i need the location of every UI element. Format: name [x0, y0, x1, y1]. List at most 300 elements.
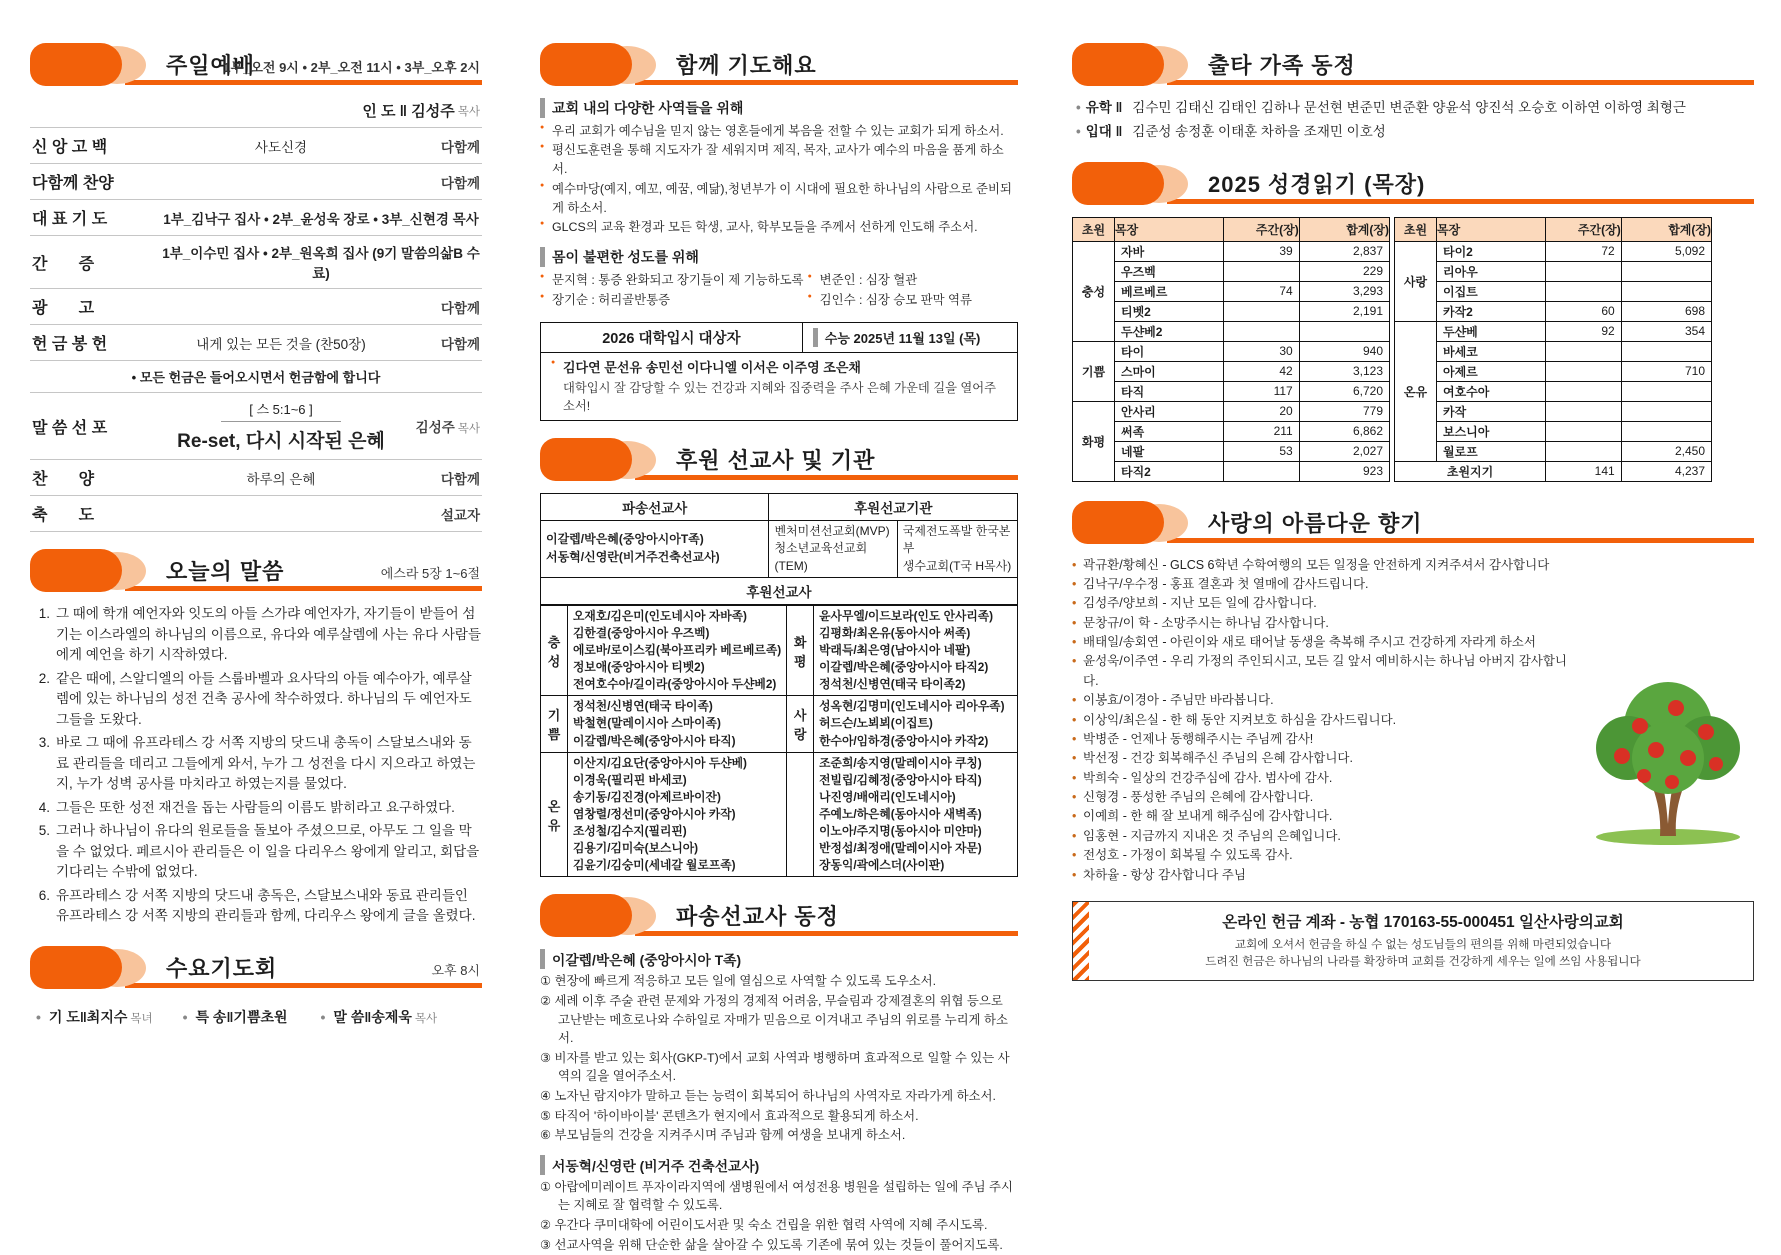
- table-row: [1395, 401, 1712, 421]
- exam-student-names: ● 김다연 문선유 송민선 이다니엘 이서은 이주영 조은채: [551, 357, 1007, 376]
- cell: 카작: [1436, 401, 1545, 421]
- row-center: 1부_김낙구 집사 • 2부_윤성욱 장로 • 3부_신현경 목사: [163, 211, 479, 227]
- cell: 자바: [1114, 241, 1223, 261]
- col-header: 주간(장): [1224, 217, 1300, 241]
- missionary-name: 서동혁/신영란(비거주건축선교사): [546, 549, 720, 564]
- group-label: [787, 752, 814, 877]
- wednesday-item-text: 기 도‖최지수: [48, 1008, 128, 1025]
- prayer-bullet: ● GLCS의 교육 환경과 모든 학생, 교사, 학부모들을 주께서 선하게 인도해 주소서.: [540, 218, 1018, 237]
- org-name: 벤처미션선교회(MVP): [774, 523, 890, 538]
- row-right: 다함께: [440, 300, 480, 316]
- cell: [1621, 421, 1711, 441]
- missionary-name: 한수아/임하경(중앙아시아 카작2): [819, 733, 989, 748]
- group-name-list: [568, 696, 787, 752]
- cell: 92: [1546, 321, 1622, 341]
- verse-text: 같은 때에, 스알디엘의 아들 스룹바벨과 요사닥의 아들 예수아가, 예루살렘에 있는 하나님의 성전 건축 공사에 착수하였다. 하나님의 두 예언자도 그들을 도왔다.: [56, 670, 472, 727]
- row-right: 다함께: [440, 471, 480, 487]
- exam-box-top: [541, 323, 1017, 353]
- row-right: 다함께: [440, 336, 480, 352]
- online-offering-box: [1072, 901, 1754, 981]
- cell: 117: [1224, 381, 1300, 401]
- org-cell-2: [897, 520, 1017, 577]
- exam-box-title: 2026 대학입시 대상자: [541, 323, 803, 352]
- missionary-name: 정석천/신병연(태국 타이족2): [819, 677, 966, 692]
- table-row: [1395, 281, 1712, 301]
- thanks-item: • 이예희 - 한 해 잘 보내게 해주심에 감사합니다.: [1072, 807, 1577, 826]
- cell: 211: [1224, 421, 1300, 441]
- account-number-line: 온라인 헌금 계좌 - 농협 170163-55-000451 일산사랑의교회: [1222, 913, 1624, 931]
- missionary-name: 박래득/최은영(남아시아 네팔): [819, 643, 971, 658]
- missionary-name: 정석천/신병연(태국 타이족): [573, 699, 713, 714]
- missionary-name: 정보애(중앙아시아 티벳2): [573, 660, 705, 675]
- thanks-item: • 차하율 - 항상 감사합니다 주님: [1072, 866, 1577, 885]
- middle-column: [540, 42, 1018, 1255]
- news-item: ⑤ 타직어 '하이바이블' 콘텐츠가 현지에서 효과적으로 활용되게 하소서.: [540, 1108, 919, 1123]
- table-row: [1073, 441, 1390, 461]
- col-header: 합계(장): [1299, 217, 1389, 241]
- lead-text: 인 도 ‖ 김성주: [362, 103, 455, 120]
- header-pill-icon: [1072, 162, 1164, 205]
- cell: 이집트: [1436, 281, 1545, 301]
- missionary-name: 김한결(중앙아시아 우즈벡): [573, 626, 710, 641]
- news-item-list-2: [540, 1178, 1018, 1254]
- exam-date-text: 수능 2025년 11월 13일 (목): [813, 328, 981, 347]
- verse-number: 1.: [38, 606, 50, 621]
- exam-prayer-text: 대학입시 잘 감당할 수 있는 건강과 지혜와 집중력을 주사 은혜 가운데 길을 열어주소서!: [563, 380, 996, 413]
- thanks-item: • 박선정 - 건강 회복해주신 주님의 은혜 감사합니다.: [1072, 749, 1577, 768]
- pray-section-title: 함께 기도해요: [676, 53, 817, 78]
- missionary-name: 이경욱(필리핀 바세코): [573, 772, 687, 787]
- group-cell: 화평: [1073, 401, 1115, 481]
- news-item: ③ 선교사역을 위해 단순한 삶을 살아갈 수 있도록 기존에 묶여 있는 것들이 풀어지도록.: [540, 1237, 1003, 1252]
- table-row: [1073, 341, 1390, 361]
- row-label: 간 증: [32, 255, 95, 273]
- row-center: 하루의 은혜: [246, 471, 316, 487]
- row-label: 신 앙 고 백: [32, 139, 108, 156]
- section-header-pray: [540, 42, 1018, 88]
- cell: 타직2: [1114, 461, 1223, 481]
- cell: 타이: [1114, 341, 1223, 361]
- exam-box: [540, 322, 1018, 421]
- section-header-worship: [30, 42, 482, 88]
- thanks-item: • 이상익/최은실 - 한 해 동안 지켜보호 하심을 감사드립니다.: [1072, 711, 1577, 730]
- row-right: 다함께: [440, 175, 480, 191]
- verse-item: [30, 733, 482, 795]
- missionary-name: 김윤기/김숭미(세네갈 월로프족): [573, 858, 736, 873]
- table-row: [1073, 381, 1390, 401]
- wednesday-item-role: 목사: [414, 1012, 438, 1025]
- row-right: 설교자: [440, 507, 480, 523]
- cell: 698: [1621, 301, 1711, 321]
- group-cell: 기쁨: [1073, 341, 1115, 401]
- section-header-thanks: [1072, 500, 1754, 546]
- cell: 923: [1299, 461, 1389, 481]
- worship-row-confession: [30, 127, 482, 163]
- cell: 여호수아: [1436, 381, 1545, 401]
- right-column: [1072, 42, 1754, 981]
- header-pill-icon: [1072, 501, 1164, 544]
- verse-number: 6.: [38, 887, 50, 903]
- group-cell: 온유: [1395, 321, 1437, 461]
- cell: [1621, 341, 1711, 361]
- cell: 3,293: [1299, 281, 1389, 301]
- cell: 스마이: [1114, 361, 1223, 381]
- support-groups-table: [540, 605, 1018, 877]
- group-label: 기쁨: [541, 696, 568, 752]
- org-name: 청소년교육선교회(TEM): [774, 541, 868, 573]
- cell: 아제르: [1436, 361, 1545, 381]
- news-item: ① 아랍에미레이트 푸자이라지역에 샘병원에서 여성전용 병원을 설립하는 일에 주님 주시는 지혜로 잘 협력할 수 있도록.: [540, 1179, 1013, 1213]
- word-section-title: 오늘의 말씀: [166, 559, 285, 584]
- group-label: 화평: [787, 605, 814, 695]
- worship-section-title: 주일예배: [166, 53, 256, 78]
- thanks-item: • 임홍현 - 지금까지 지내온 것 주님의 은혜입니다.: [1072, 827, 1577, 846]
- header-underline: [1167, 538, 1754, 543]
- wednesday-section-title: 수요기도회: [166, 955, 278, 981]
- sick-right-list: [808, 271, 972, 309]
- cell: 2,837: [1299, 241, 1389, 261]
- news-section-title: 파송선교사 동정: [676, 904, 839, 930]
- verse-list: [30, 604, 482, 927]
- verse-item: [30, 821, 482, 883]
- cell: 30: [1224, 341, 1300, 361]
- cell: 타직: [1114, 381, 1223, 401]
- news-missionary-2: 서동혁/신영란 (비거주 건축선교사): [540, 1155, 1018, 1175]
- missionary-name: 김평화/최온유(동아시아 써족): [819, 626, 971, 641]
- header-underline: [125, 80, 482, 85]
- missionary-name: 염창렬/정선미(중앙아시아 카작): [573, 806, 736, 821]
- cell: 타이2: [1436, 241, 1545, 261]
- away-study-line: [1072, 98, 1754, 118]
- away-study-names: 김수민 김태신 김태인 김하나 문선현 변준민 변준환 양윤석 양진석 오승호 이하연 이하영 최형근: [1132, 100, 1686, 115]
- missionary-name: 전여호수아/길이라(중앙아시아 두샨베2): [573, 677, 777, 692]
- cell: [1224, 461, 1300, 481]
- cell: 두샨베: [1436, 321, 1545, 341]
- news-item: ③ 비자를 받고 있는 회사(GKP-T)에서 교회 사역과 병행하며 효과적으로 일할 수 있는 사역의 길을 열어주소서.: [540, 1050, 1010, 1084]
- cell: 리아우: [1436, 261, 1545, 281]
- news-item: ④ 노자닌 람지야가 말하고 듣는 능력이 회복되어 하나님의 사역자로 자라가게 하소서.: [540, 1088, 996, 1103]
- table-row: [1395, 321, 1712, 341]
- verse-number: 3.: [38, 735, 50, 751]
- wednesday-item-role: 목녀: [130, 1012, 153, 1025]
- cell: 141: [1546, 461, 1622, 481]
- cell: 779: [1299, 401, 1389, 421]
- cell: 60: [1546, 301, 1622, 321]
- wednesday-items: [30, 1007, 482, 1027]
- thanks-section-title: 사랑의 아름다운 향기: [1208, 510, 1423, 536]
- reading-section-title: 2025 성경읽기 (목장): [1208, 171, 1426, 197]
- prayer-bullet: ● 문지혁 : 통증 완화되고 장기들이 제 기능하도록: [540, 271, 808, 290]
- thanks-item: • 김낙구/우수정 - 홍표 결혼과 첫 열매에 감사드립니다.: [1072, 575, 1577, 594]
- sick-two-columns: [540, 271, 1018, 309]
- table-row: [1073, 261, 1390, 281]
- pray-subhead-ministries: 교회 내의 다양한 사역들을 위해: [540, 98, 1018, 118]
- cell: [1546, 381, 1622, 401]
- header-underline: [635, 80, 1018, 85]
- worship-row-lead: [30, 98, 482, 127]
- row-label: 축 도: [32, 507, 95, 524]
- worship-row-hymn: [30, 459, 482, 495]
- missionary-name: 박철현(말레이시아 스마이족): [573, 716, 721, 731]
- header-pill-icon: [30, 946, 122, 989]
- cell: [1299, 321, 1389, 341]
- worship-row-offering: [30, 324, 482, 360]
- cell: 229: [1299, 261, 1389, 281]
- cell: 베르베르: [1114, 281, 1223, 301]
- row-label: 다함께 찬양: [32, 175, 114, 192]
- supported-missionary-header: 후원선교사: [541, 577, 1018, 604]
- table-row: [1395, 261, 1712, 281]
- table-header-row: [1073, 217, 1390, 241]
- support-org-header: 후원선교기관: [769, 493, 1018, 520]
- wednesday-item-text: 말 씀‖송제욱: [333, 1008, 412, 1025]
- header-pill-icon: [540, 438, 632, 481]
- table-header-row: [1395, 217, 1712, 241]
- verse-number: 4.: [38, 799, 50, 815]
- thanks-item: • 문창규/이 학 - 소망주시는 하나님 감사합니다.: [1072, 614, 1577, 633]
- reading-table-right: [1394, 217, 1712, 482]
- header-underline: [635, 475, 1018, 480]
- section-header-word: [30, 548, 482, 594]
- account-note-1: 교회에 오셔서 헌금을 하실 수 없는 성도님들의 편의를 위해 마련되었습니다: [1234, 937, 1612, 951]
- missionary-name: 장동익/곽에스더(사이판): [819, 858, 945, 873]
- cell: 티벳2: [1114, 301, 1223, 321]
- sermon-center: [162, 399, 400, 453]
- cell: 4,237: [1621, 461, 1711, 481]
- news-item: ① 현장에 빠르게 적응하고 모든 일에 열심으로 사역할 수 있도록 도우소서.: [540, 974, 937, 989]
- worship-row-sermon: [30, 392, 482, 459]
- cell: [1546, 401, 1622, 421]
- header-pill-icon: [540, 894, 632, 937]
- table-row: [1395, 341, 1712, 361]
- row-center: 사도신경: [254, 139, 308, 155]
- cell: 안사리: [1114, 401, 1223, 421]
- missionary-name: 이갈렙/박은혜(중앙아시아 타직): [573, 733, 736, 748]
- news-missionary-1: 이갈렙/박은혜 (중앙아시아 T족): [540, 949, 1018, 969]
- thanks-item: • 신형경 - 풍성한 주님의 은혜에 감사합니다.: [1072, 788, 1577, 807]
- thanks-section: [1072, 556, 1754, 885]
- table-row: [1073, 401, 1390, 421]
- wednesday-item: [183, 1007, 291, 1027]
- left-column: [30, 42, 482, 1027]
- section-header-away: [1072, 42, 1754, 88]
- table-row: [1073, 321, 1390, 341]
- sermon-title: Re-set, 다시 시작된 은혜: [177, 431, 385, 452]
- reading-table-left: [1072, 217, 1390, 482]
- cell: [1546, 341, 1622, 361]
- row-label: 광 고: [32, 300, 95, 317]
- away-section-title: 출타 가족 동정: [1208, 53, 1356, 78]
- wednesday-time: 오후 8시: [431, 962, 480, 978]
- section-header-news: [540, 893, 1018, 939]
- group-name-list: [814, 696, 1018, 752]
- group-label: 충성: [541, 605, 568, 695]
- cell: 710: [1621, 361, 1711, 381]
- row-center: 내게 있는 모든 것을 (찬50장): [196, 336, 366, 352]
- thanks-item: • 이봉효/이경아 - 주님만 바라봅니다.: [1072, 691, 1577, 710]
- verse-item: [30, 604, 482, 666]
- worship-row-testimony: [30, 235, 482, 288]
- cell: 2,191: [1299, 301, 1389, 321]
- preacher-role: 목사: [457, 423, 480, 435]
- header-underline: [1167, 80, 1754, 85]
- cell: [1546, 421, 1622, 441]
- table-row: [1395, 381, 1712, 401]
- cell: 5,092: [1621, 241, 1711, 261]
- header-underline: [125, 586, 482, 591]
- verse-text: 그 때에 학개 예언자와 잇도의 아들 스가랴 예언자가, 자기들이 받들어 섬기는 이스라엘의 하나님의 이름으로, 유다와 예루살렘에 사는 유다 사람들에게 예언을 하기 시작하였다.: [56, 606, 481, 663]
- row-center: 1부_이수민 집사 • 2부_원옥희 집사 (9기 말씀의삶B 수료): [162, 246, 480, 281]
- verse-number: 2.: [38, 670, 50, 686]
- verse-text: 유프라테스 강 서쪽 지방의 닷드내 총독은, 스달보스내와 동료 관리들인 유프라테스 강 서쪽 지방의 관리들과 함께, 다리우스 왕에게 글을 올렸다.: [56, 887, 476, 924]
- thanks-item: • 박희숙 - 일상의 건강주심에 감사. 범사에 감사.: [1072, 769, 1577, 788]
- sick-left-list: [540, 271, 808, 309]
- table-row: [1073, 241, 1390, 261]
- verse-item: [30, 798, 482, 819]
- table-row-total: [1395, 461, 1712, 481]
- cell: 카작2: [1436, 301, 1545, 321]
- thanks-item: • 전성호 - 가정이 회복될 수 있도록 감사.: [1072, 846, 1577, 865]
- org-cell-1: [769, 520, 897, 577]
- cell: 20: [1224, 401, 1300, 421]
- cell: 53: [1224, 441, 1300, 461]
- cell: 72: [1546, 241, 1622, 261]
- sent-missionary-header: 파송선교사: [541, 493, 769, 520]
- cell: [1546, 361, 1622, 381]
- sermon-preacher: [400, 416, 480, 436]
- reading-tables: [1072, 217, 1754, 482]
- cell: 3,123: [1299, 361, 1389, 381]
- table-row: [1395, 441, 1712, 461]
- table-row: [1073, 361, 1390, 381]
- missionary-name: 이갈렙/박은혜(중앙아시아 타직2): [819, 660, 989, 675]
- verse-item: [30, 886, 482, 927]
- thanks-item: • 김성주/양보희 - 지난 모든 일에 감사합니다.: [1072, 594, 1577, 613]
- wednesday-item: [321, 1007, 438, 1027]
- account-note-2: 드려진 헌금은 하나님의 나라를 확장하며 교회를 건강하게 세우는 일에 쓰임 사용됩니다: [1205, 955, 1641, 969]
- verse-text: 그러나 하나님이 유다의 원로들을 돌보아 주셨으므로, 아무도 그 일을 막을 수 없었다. 페르시아 관리들은 이 일을 다리우스 왕에게 알리고, 회답을 기다리는 수밖에 없었다.: [56, 823, 480, 880]
- pray-subhead-sick: 몸이 불편한 성도를 위해: [540, 247, 1018, 267]
- apple-tree-illustration: [1584, 674, 1752, 846]
- cell: 940: [1299, 341, 1389, 361]
- missionary-name: 이갈렙/박은혜(중앙아시아T족): [546, 532, 704, 547]
- news-item: ② 세례 이후 주술 관련 문제와 가정의 경제적 어려움, 무슬림과 강제결혼의 위협 등으로 고난받는 메흐로나와 수하일로 자매가 믿음으로 이겨내고 주님의 위로를 누리게 하소서.: [540, 993, 1008, 1046]
- col-header: 초원: [1073, 217, 1115, 241]
- wednesday-item-text: 특 송‖기쁨초원: [195, 1008, 288, 1025]
- table-row: [1073, 421, 1390, 441]
- missionary-name: 이노아/주지명(동아시아 미얀마): [819, 824, 982, 839]
- cell: 두샨베2: [1114, 321, 1223, 341]
- away-study-label: • 유학 ‖: [1076, 98, 1122, 118]
- table-row: [1073, 281, 1390, 301]
- cell: 74: [1224, 281, 1300, 301]
- missionary-name: 이산지/김요단(중앙아시아 두샨베): [573, 755, 747, 770]
- group-name-list: [814, 752, 1018, 877]
- missionary-name: 조성철/김수지(필리핀): [573, 824, 687, 839]
- news-item: ② 우간다 쿠미대학에 어린이도서관 및 숙소 건립을 위한 협력 사역에 지혜 주시도록.: [540, 1218, 988, 1233]
- verse-number: 5.: [38, 823, 50, 839]
- row-right: 다함께: [440, 139, 480, 155]
- exam-date: [803, 323, 1017, 352]
- group-name-list: [568, 752, 787, 877]
- missionary-name: 허드슨/노뵈뵈(이집트): [819, 716, 933, 731]
- group-cell: 충성: [1073, 241, 1115, 341]
- cell: 네팔: [1114, 441, 1223, 461]
- cell: [1621, 401, 1711, 421]
- worship-row-announce: [30, 288, 482, 324]
- wednesday-item: [36, 1007, 153, 1027]
- worship-row-benediction: [30, 495, 482, 532]
- missionary-name: 조준희/송지영(말레이시아 쿠칭): [819, 755, 982, 770]
- cell: [1546, 441, 1622, 461]
- table-row: [1395, 361, 1712, 381]
- cell: 2,450: [1621, 441, 1711, 461]
- prayer-bullet: ● 변준인 : 심장 혈관: [808, 271, 972, 290]
- missionary-name: 주예노/하은혜(동아시아 새벽족): [819, 806, 982, 821]
- missionary-name: 전빌립/김혜정(중앙아시아 타직): [819, 772, 982, 787]
- header-underline: [1167, 199, 1754, 204]
- section-header-support: [540, 437, 1018, 483]
- group-label: 온유: [541, 752, 568, 877]
- header-pill-icon: [1072, 43, 1164, 86]
- news-item-list-1: [540, 972, 1018, 1144]
- offering-note: • 모든 헌금은 들어오시면서 헌금함에 합니다: [30, 360, 482, 392]
- group-name-list: [814, 605, 1018, 695]
- cell: 써족: [1114, 421, 1223, 441]
- cell: [1621, 281, 1711, 301]
- prayer-bullet: ● 우리 교회가 예수님을 믿지 않는 영혼들에게 복음을 전할 수 있는 교회가 되게 하소서.: [540, 122, 1018, 141]
- section-header-wednesday: [30, 945, 482, 991]
- cell: 월로프: [1436, 441, 1545, 461]
- col-header: 주간(장): [1546, 217, 1622, 241]
- cell: 42: [1224, 361, 1300, 381]
- verse-text: 바로 그 때에 유프라테스 강 서쪽 지방의 닷드내 총독이 스달보스내와 동료 관리들을 데리고 그들에게 와서, 누가 그 성전을 다시 지으라고 하였는지, 누가 성벽 공사를 마치라고 하였는지를 물었다.: [56, 735, 476, 792]
- row-label: 말 씀 선 포: [32, 419, 108, 437]
- verse-item: [30, 669, 482, 731]
- row-label: 대 표 기 도: [32, 211, 108, 228]
- missionary-name: 성옥현/김명미(인도네시아 리아우족): [819, 699, 1005, 714]
- exam-box-body: [541, 353, 1017, 420]
- table-row: [1395, 241, 1712, 261]
- news-item: ⑥ 부모님들의 건강을 지켜주시며 주님과 함께 여생을 보내게 하소서.: [540, 1128, 906, 1143]
- header-underline: [125, 983, 482, 988]
- header-pill-icon: [540, 43, 632, 86]
- cell: 바세코: [1436, 341, 1545, 361]
- away-army-line: [1072, 122, 1754, 142]
- missionary-name: 오재호/김은미(인도네시아 자바족): [573, 608, 747, 623]
- group-name-list: [568, 605, 787, 695]
- cell: [1224, 301, 1300, 321]
- missionary-name: 송기동/김진경(아제르바이잔): [573, 789, 721, 804]
- missionary-name: 나진영/배애리(인도네시아): [819, 789, 956, 804]
- group-cell: 사랑: [1395, 241, 1437, 321]
- worship-times: 1부_오전 9시 • 2부_오전 11시 • 3부_오후 2시: [223, 60, 480, 75]
- cell: [1546, 281, 1622, 301]
- prayer-bullet: ● 장기순 : 허리골반통증: [540, 291, 808, 310]
- group-label: 사랑: [787, 696, 814, 752]
- cell: 보스니아: [1436, 421, 1545, 441]
- cell: [1621, 381, 1711, 401]
- missionary-name: 김용기/김미숙(보스니아): [573, 841, 699, 856]
- prayer-bullet: ● 예수마당(예지, 예꼬, 예꿈, 예닮),청년부가 이 시대에 필요한 하나님의 사람으로 준비되게 하소서.: [540, 180, 1018, 218]
- org-name: 생수교회(T국 H목사): [902, 558, 1012, 573]
- thanks-item: • 곽규환/황혜신 - GLCS 6학년 수학여행의 모든 일정을 안전하게 지켜주셔서 감사합니다: [1072, 556, 1577, 575]
- table-row: [1395, 421, 1712, 441]
- org-name: 국제전도폭발 한국본부: [902, 523, 1011, 556]
- support-top-table: [540, 493, 1018, 605]
- worship-row-praise: [30, 163, 482, 199]
- cell: 우즈벡: [1114, 261, 1223, 281]
